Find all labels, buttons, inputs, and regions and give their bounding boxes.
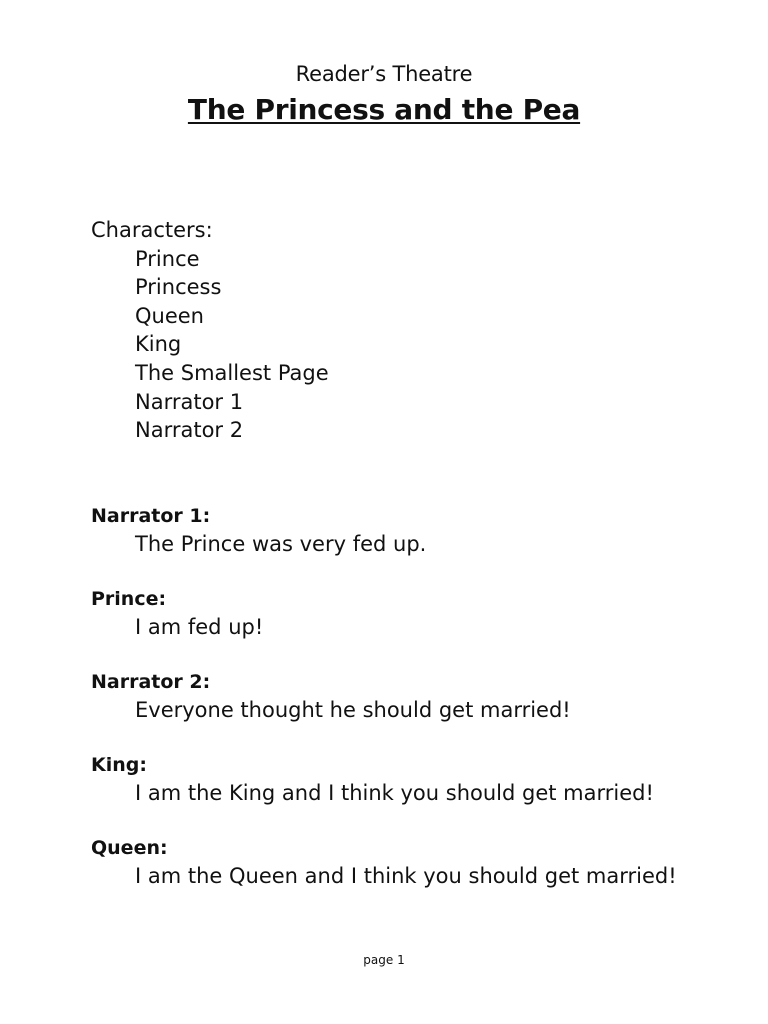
character-item: Narrator 2 bbox=[135, 418, 244, 443]
speaker-name: Prince: bbox=[91, 588, 167, 610]
character-item: Narrator 1 bbox=[135, 389, 244, 414]
script-line bbox=[91, 834, 751, 890]
script-line bbox=[91, 751, 751, 807]
speaker-name: Queen: bbox=[91, 837, 168, 859]
dialogue-text: I am the Queen and I think you should get married! bbox=[135, 864, 677, 888]
character-list bbox=[91, 245, 329, 445]
speaker-name: Narrator 1: bbox=[91, 505, 211, 527]
dialogue-text: The Prince was very fed up. bbox=[135, 532, 427, 556]
script-section bbox=[91, 502, 751, 917]
page-number: page 1 bbox=[363, 953, 405, 967]
script-line bbox=[91, 585, 751, 641]
dialogue-text: I am fed up! bbox=[135, 615, 264, 639]
character-item: Queen bbox=[135, 303, 204, 328]
characters-section bbox=[91, 216, 329, 445]
dialogue-text: I am the King and I think you should get married! bbox=[135, 781, 654, 805]
document-title: The Princess and the Pea bbox=[187, 93, 581, 126]
document-subtitle: Reader’s Theatre bbox=[295, 62, 473, 86]
characters-heading: Characters: bbox=[91, 218, 213, 242]
speaker-name: King: bbox=[91, 754, 147, 776]
script-line bbox=[91, 668, 751, 724]
character-item: Prince bbox=[135, 246, 200, 271]
script-line bbox=[91, 502, 751, 558]
character-item: King bbox=[135, 332, 182, 357]
dialogue-text: Everyone thought he should get married! bbox=[135, 698, 571, 722]
character-item: Princess bbox=[135, 275, 222, 300]
speaker-name: Narrator 2: bbox=[91, 671, 211, 693]
character-item: The Smallest Page bbox=[135, 360, 329, 385]
